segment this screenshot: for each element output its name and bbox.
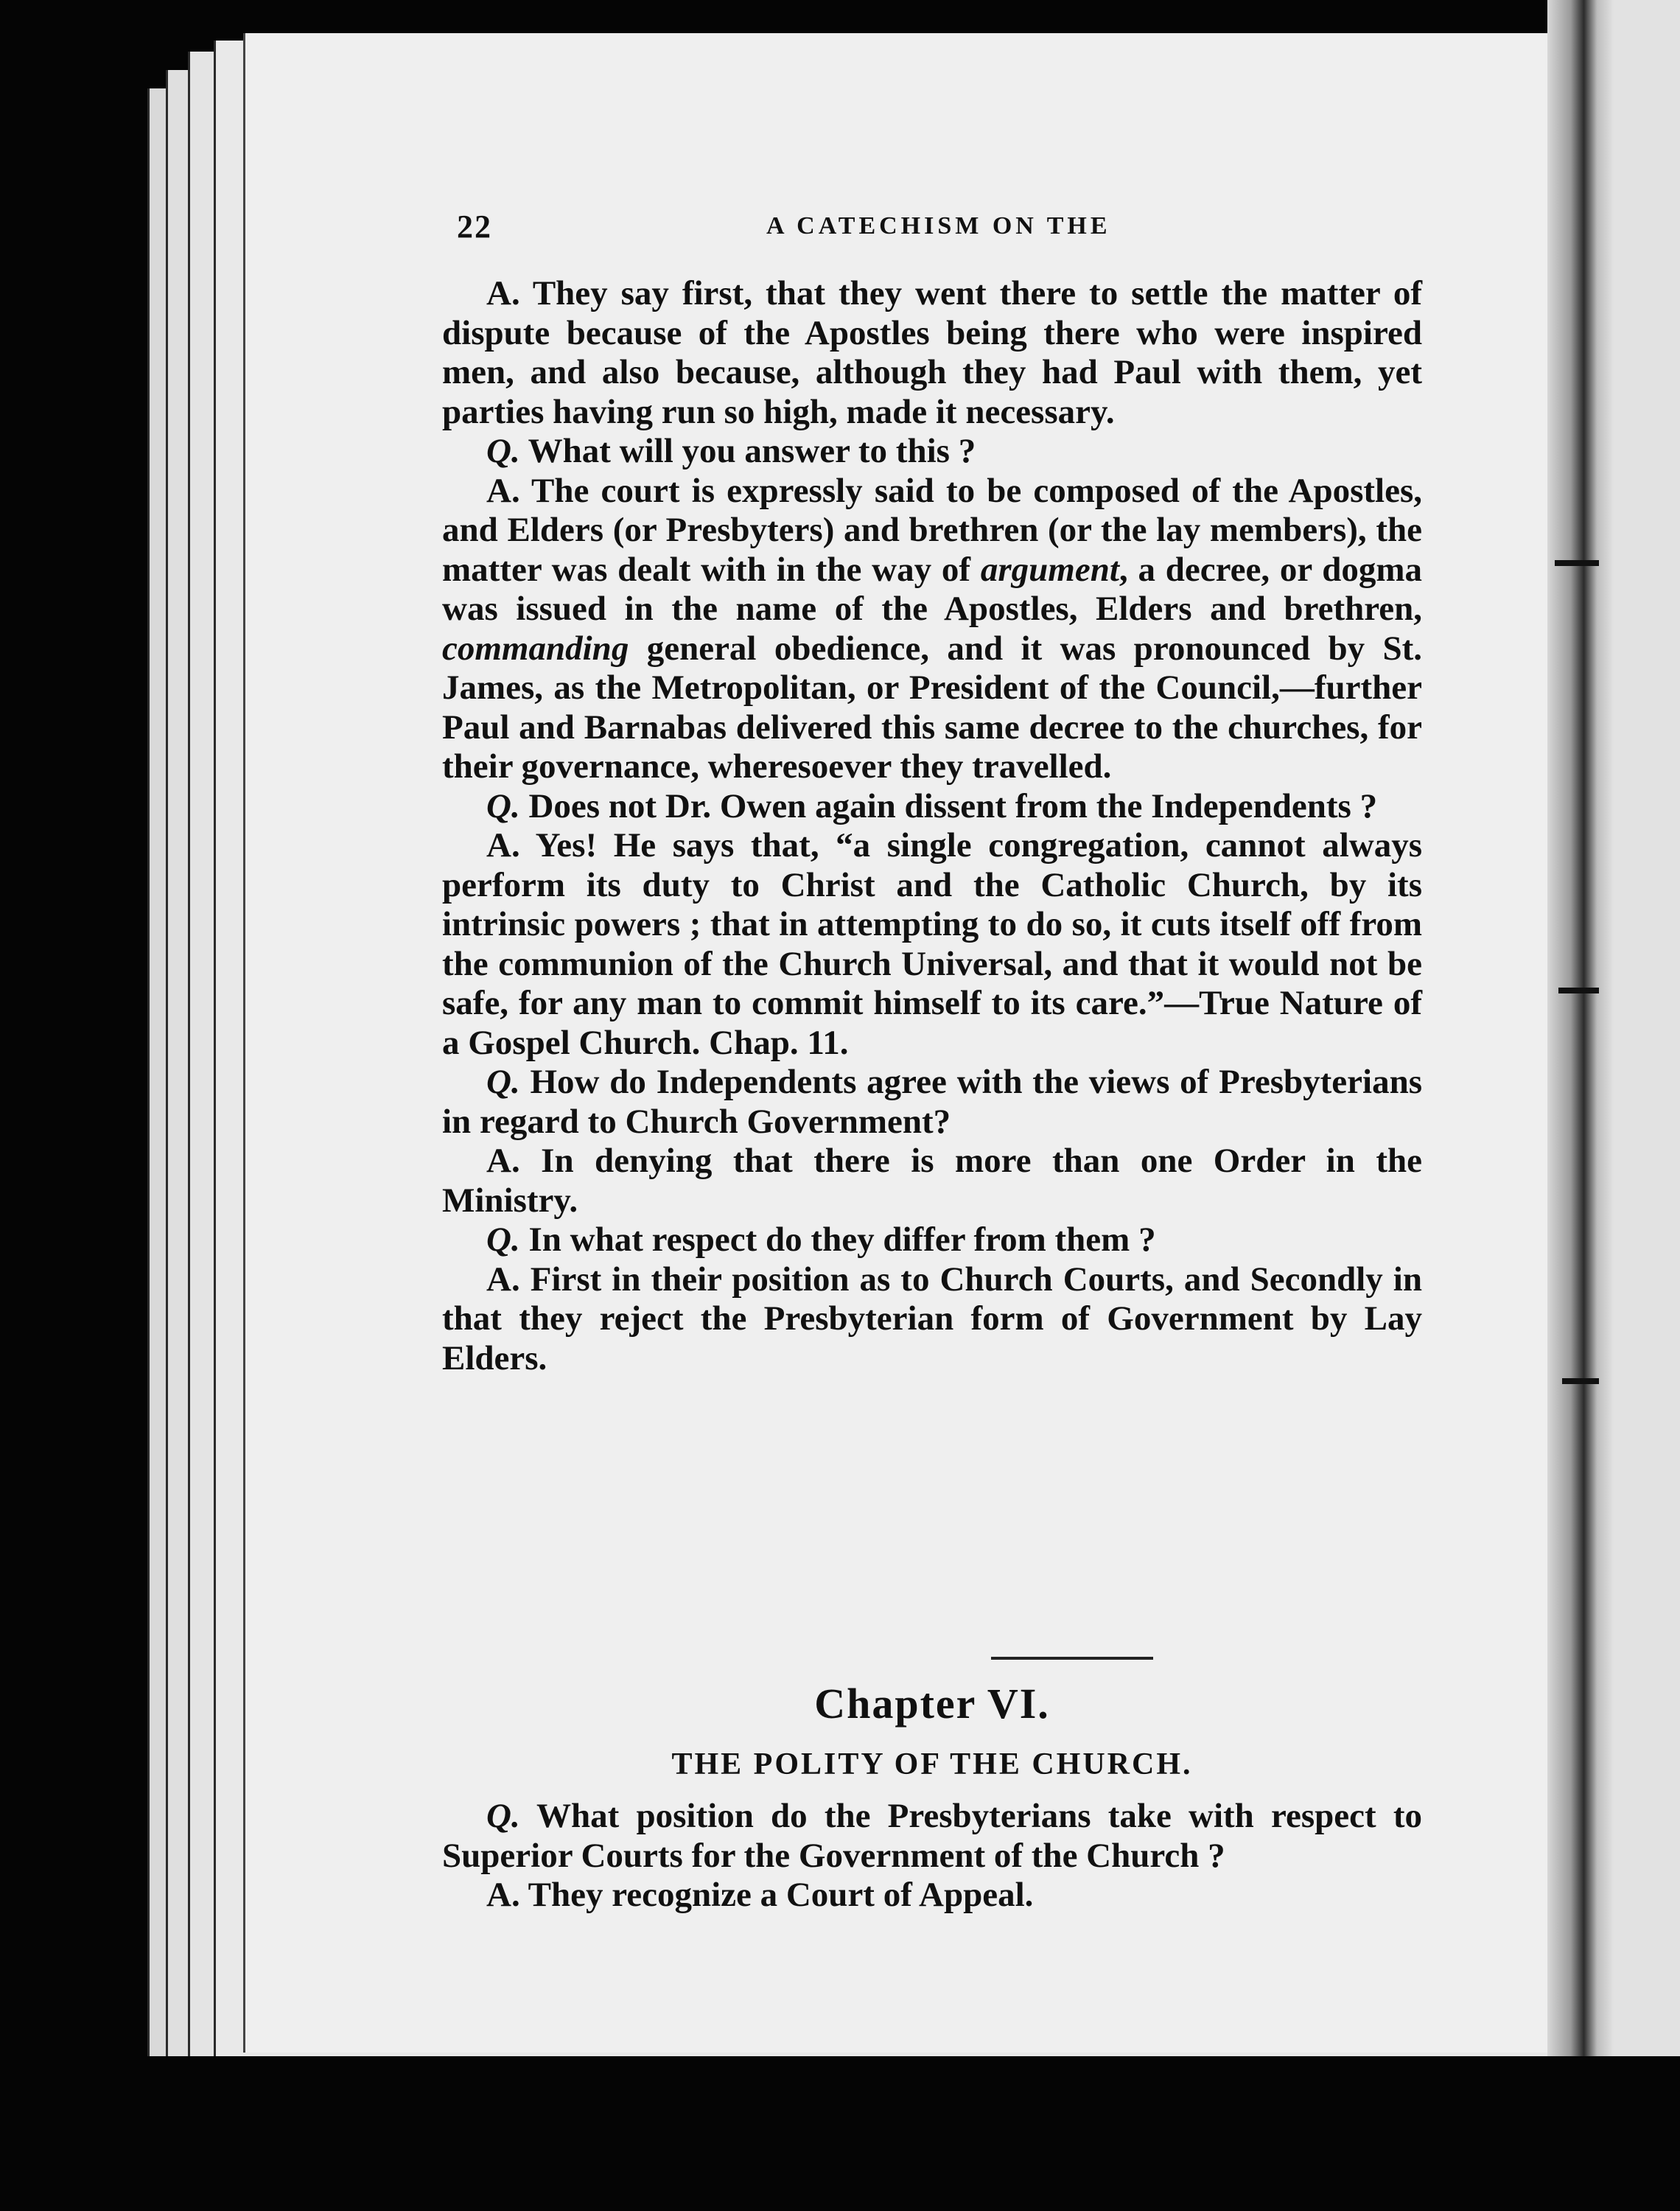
paragraph-text: What will you answer to this ? [528, 432, 976, 470]
running-head: A CATECHISM ON THE [766, 212, 1111, 240]
paragraph-text: Yes! He says that, “a single congregation, cannot always perform its duty to Christ and the Catholic Church, by its intrinsic powers ; that in attempting to do so, it cuts itself off from the communion of the Church Universal, and that it would not be safe, for any man to commit himself to its care.”—True Nature of a Gospel Church. Chap. 11. [442, 826, 1422, 1062]
page-header [457, 208, 1429, 252]
question-paragraph [442, 787, 1422, 827]
page-number: 22 [457, 209, 492, 245]
answer-paragraph [442, 1142, 1422, 1220]
book-spine [1547, 0, 1614, 2211]
paragraph-text: , a decree, or dogma was issued in the name of the Apostles, Elders and brethren, [442, 550, 1422, 628]
paragraph-text: They recognize a Court of Appeal. [528, 1876, 1034, 1914]
paragraph-lead: A. [486, 1876, 520, 1914]
paragraph-lead: A. [486, 826, 520, 865]
scan-border-bottom [0, 2056, 1680, 2211]
paragraph-text: In what respect do they differ from them ? [528, 1220, 1156, 1259]
paragraph-lead: A. [486, 1142, 520, 1180]
paragraph-text: First in their position as to Church Courts, and Secondly in that they reject the Presbyterian form of Government by Lay Elders. [442, 1260, 1422, 1377]
paragraph-lead: A. [486, 1260, 520, 1299]
paragraph-lead: A. [486, 274, 520, 312]
question-paragraph [442, 432, 1422, 472]
chapter-body-text [442, 1797, 1422, 1915]
question-paragraph [442, 1220, 1422, 1260]
paragraph-lead: Q. [486, 1220, 520, 1259]
scan-border-left [0, 0, 147, 2211]
chapter-title: Chapter VI. [814, 1680, 1050, 1728]
facing-page-edge [1614, 0, 1680, 2211]
answer-paragraph [442, 472, 1422, 787]
emphasis-text: commanding [442, 629, 629, 668]
paragraph-text: They say first, that they went there to settle the matter of dispute because of the Apostles being there who were inspired men, and also because, although they had Paul with them, yet parties having run so high, made it necessary. [442, 274, 1423, 431]
paragraph-lead: Q. [486, 786, 520, 825]
answer-paragraph [442, 274, 1422, 432]
binding-mark [1558, 988, 1599, 993]
question-paragraph [442, 1063, 1422, 1142]
paragraph-text: Does not Dr. Owen again dissent from the Independents ? [528, 786, 1378, 825]
binding-mark [1555, 560, 1599, 566]
paragraph-lead: Q. [486, 432, 520, 470]
chapter-subtitle: THE POLITY OF THE CHURCH. [671, 1747, 1193, 1781]
answer-paragraph [442, 826, 1422, 1063]
binding-mark [1562, 1378, 1599, 1384]
section-divider [991, 1657, 1153, 1660]
body-text [442, 274, 1422, 1378]
answer-paragraph [442, 1876, 1422, 1915]
paragraph-text: general obedience, and it was pronounced by St. James, as the Metropolitan, or President of the Council,—further Paul and Barnabas delivered this same decree to the churches, for their governance, wheresoever they travelled. [442, 629, 1423, 786]
emphasis-text: argument [980, 550, 1119, 589]
paragraph-text: The court is expressly said to be composed of the Apostles, and Elders (or Presbyters) and brethren (or the lay members), the matter was dealt with in the way of [442, 471, 1423, 589]
paragraph-text: What position do the Presbyterians take with respect to Superior Courts for the Government of the Church ? [442, 1797, 1422, 1875]
paragraph-lead: Q. [486, 1797, 520, 1835]
paragraph-text: In denying that there is more than one Order in the Ministry. [442, 1142, 1422, 1220]
question-paragraph [442, 1797, 1422, 1876]
paragraph-lead: A. [486, 471, 520, 510]
paragraph-lead: Q. [486, 1063, 520, 1101]
paragraph-text: How do Independents agree with the views of Presbyterians in regard to Church Government? [442, 1063, 1423, 1141]
answer-paragraph [442, 1260, 1422, 1379]
